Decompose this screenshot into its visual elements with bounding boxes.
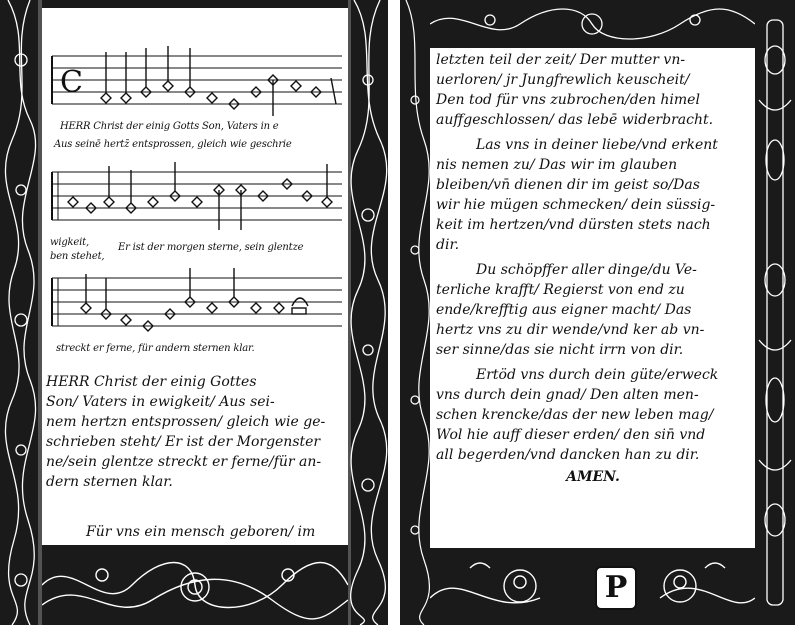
catchline: Für vns ein mensch geboren/ im — [86, 524, 316, 540]
verse-line: ser sinne/das sie nicht irrn von dir. — [436, 342, 684, 358]
music-staff-1 — [46, 38, 346, 118]
left-page-ornamental-border-right — [348, 0, 388, 625]
verse-line: Son/ Vaters in ewigkeit/ Aus sei- — [46, 394, 275, 410]
verse-line: ne/sein glentze streckt er ferne/für an- — [46, 454, 322, 470]
paragraph-2 — [436, 135, 750, 255]
right-page-ornamental-border-bottom — [430, 548, 755, 625]
printer-mark: P — [595, 566, 637, 610]
verse-line: terliche krafft/ Regierst von end zu — [436, 282, 685, 298]
lyric-line-2: Aus seinē hertz̄ entsprossen, gleich wie geschrie — [54, 139, 292, 150]
left-verse — [46, 372, 346, 492]
verse-line: wir hie mügen schmecken/ dein süssig- — [436, 197, 716, 213]
verse-line: schrieben steht/ Er ist der Morgenster — [46, 434, 321, 450]
paragraph-3 — [436, 260, 750, 360]
lyric-line-4: streckt er ferne, für andern sternen klar. — [56, 343, 255, 354]
lyric-line-3a: wigkeit, — [50, 237, 89, 248]
verse-line: auffgeschlossen/ das lebē widerbracht. — [436, 112, 714, 128]
left-page-ornamental-border-bottom — [42, 545, 348, 625]
verse-line: Las vns in deiner liebe/vnd erkent — [476, 137, 718, 153]
verse-line: hertz vns zu dir wende/vnd ker ab vn- — [436, 322, 705, 338]
music-staff-2 — [46, 160, 346, 235]
right-page-ornamental-border-right — [755, 0, 795, 625]
verse-line: keit im hertzen/vnd dürsten stets nach — [436, 217, 711, 233]
verse-line: ende/krefftig aus eigner macht/ Das — [436, 302, 692, 318]
verse-line: nem hertzn entsprossen/ gleich wie ge- — [46, 414, 326, 430]
verse-line: Den tod für vns zubrochen/den himel — [436, 92, 700, 108]
paragraph-4 — [436, 365, 750, 465]
paragraph-1 — [436, 50, 750, 130]
verse-line: Wol hie auff dieser erden/ den sin̄ vnd — [436, 427, 706, 443]
svg-text:C: C — [60, 65, 83, 100]
verse-line: letzten teil der zeit/ Der mutter vn- — [436, 52, 686, 68]
lyric-line-1: HERR Christ der einig Gotts Son, Vaters in e — [60, 121, 279, 132]
music-staff-3 — [46, 266, 346, 341]
left-page-ornamental-border-left — [0, 0, 42, 625]
verse-line: schen krencke/das der new leben mag/ — [436, 407, 714, 423]
verse-line: uerloren/ jr Jungfrewlich keuscheit/ — [436, 72, 690, 88]
right-page-ornamental-border-top — [430, 0, 755, 48]
left-page — [0, 0, 388, 625]
gutter — [388, 0, 400, 625]
verse-line: HERR Christ der einig Gottes — [46, 374, 257, 390]
right-page — [400, 0, 795, 625]
verse-line: nis nemen zu/ Das wir im glauben — [436, 157, 678, 173]
lyric-line-3c: Er ist der morgen sterne, sein glentze — [118, 242, 304, 253]
lyric-line-3b: ben stehet, — [50, 251, 105, 262]
verse-line: dir. — [436, 237, 460, 253]
amen: AMEN. — [566, 469, 620, 485]
verse-line: Ertöd vns durch dein güte/erweck — [476, 367, 719, 383]
right-page-ornamental-border-left — [400, 0, 430, 625]
verse-line: dern sternen klar. — [46, 474, 173, 490]
verse-line: bleiben/vn̄ dienen dir im geist so/Das — [436, 177, 700, 193]
verse-line: Du schöpffer aller dinge/du Ve- — [476, 262, 697, 278]
left-page-ornamental-border-top — [42, 0, 348, 8]
verse-line: vns durch dein gnad/ Den alten men- — [436, 387, 699, 403]
verse-line: all begerden/vnd dancken han zu dir. — [436, 447, 700, 463]
right-verse-block — [436, 50, 750, 487]
